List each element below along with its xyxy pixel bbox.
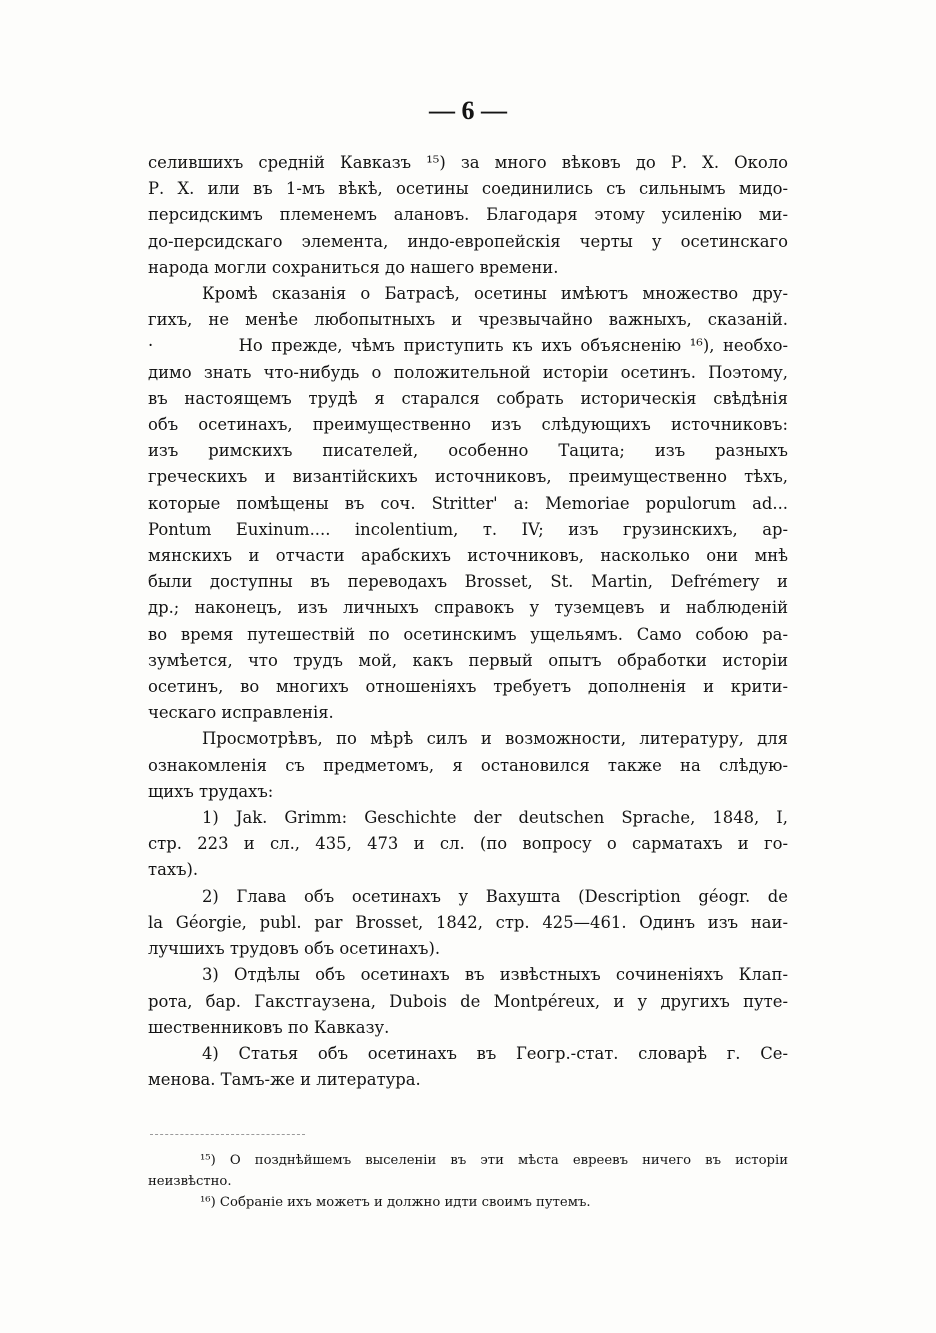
footnote-line: ¹⁵) О позднѣйшемъ выселеніи въ эти мѣста евреевъ ничего въ исторіи [200,1153,788,1168]
footnote-line: ¹⁶) Собраніе ихъ можетъ и должно идти своимъ путемъ. [200,1195,591,1210]
text-line: 2) Глава объ осетинахъ у Вахушта (Description géogr. de [202,886,788,906]
text-line: до-персидскаго элемента, индо-европейскія черты у осетинскаго [148,231,788,251]
footnote [148,1192,788,1213]
text-line: греческихъ и византійскихъ источниковъ, преимущественно тѣхъ, [148,467,788,487]
list-item [148,805,788,884]
text-line: которые помѣщены въ соч. Stritter' а: Memoriae populorum ad... [148,493,788,513]
text-line: персидскимъ племенемъ алановъ. Благодаря этому усиленію ми- [148,205,788,225]
text-line: Просмотрѣвъ, по мѣрѣ силъ и возможности, литературу, для [202,729,788,749]
footnote [148,1150,788,1192]
paragraph [148,150,788,281]
text-line: во время путешествій по осетинскимъ ущельямъ. Само собою ра- [148,624,788,644]
text-line: въ настоящемъ трудѣ я старался собрать историческія свѣдѣнія [148,388,788,408]
text-line: ознакомленія съ предметомъ, я остановился также на слѣдую- [148,755,788,775]
paragraph [148,281,788,333]
text-line: объ осетинахъ, преимущественно изъ слѣдующихъ источниковъ: [148,415,788,435]
paragraph [148,333,788,726]
text-line: ческаго исправленія. [148,703,334,723]
text-line: 3) Отдѣлы объ осетинахъ въ извѣстныхъ сочиненіяхъ Клап- [202,965,788,985]
text-line: тахъ). [148,860,199,880]
footnote-line: неизвѣстно. [148,1174,232,1189]
text-line: димо знать что-нибудь о положительной исторіи осетинъ. Поэтому, [148,362,788,382]
list-item [148,1041,788,1093]
text-line: рота, бар. Гакстгаузена, Dubois de Montpéreux, и у другихъ путе- [148,991,788,1011]
body-text [148,150,788,1093]
text-line: · Но прежде, чѣмъ приступить къ ихъ объясненію ¹⁶), необхо- [148,336,788,356]
text-line: селившихъ средній Кавказъ ¹⁵) за много вѣковъ до Р. Х. Около [148,153,788,172]
text-line: Кромѣ сказанія о Батрасѣ, осетины имѣютъ множество дру- [202,284,788,304]
list-item [148,962,788,1041]
text-line: гихъ, не менѣе любопытныхъ и чрезвычайно важныхъ, сказаній. [148,310,788,330]
text-line: la Géorgie, publ. par Brosset, 1842, стр. 425—461. Одинъ изъ наи- [148,912,788,932]
text-line: осетинъ, во многихъ отношеніяхъ требуетъ дополненія и крити- [148,677,788,697]
text-line: щихъ трудахъ: [148,781,274,801]
footnote-separator [150,1134,305,1135]
paragraph [148,726,788,805]
text-line: были доступны въ переводахъ Brosset, St. Martin, Defrémery и [148,572,788,592]
text-line: 1) Jak. Grimm: Geschichte der deutschen Sprache, 1848, I, [202,808,788,828]
footnotes [148,1150,788,1213]
text-line: 4) Статья объ осетинахъ въ Геогр.-стат. словарѣ г. Се- [202,1043,788,1063]
text-line: Р. Х. или въ 1-мъ вѣкѣ, осетины соединились съ сильнымъ мидо- [148,179,788,199]
text-line: шественниковъ по Кавказу. [148,1017,390,1037]
text-line: стр. 223 и сл., 435, 473 и сл. (по вопросу о сарматахъ и го- [148,834,788,854]
text-line: лучшихъ трудовъ объ осетинахъ). [148,939,441,959]
text-line: изъ римскихъ писателей, особенно Тацита; изъ разныхъ [148,441,788,461]
text-line: Pontum Euxinum.... incolentium, т. IV; изъ грузинскихъ, ар- [148,519,788,539]
text-line: менова. Тамъ-же и литература. [148,1070,421,1090]
text-line: народа могли сохраниться до нашего времени. [148,257,559,277]
text-line: мянскихъ и отчасти арабскихъ источниковъ, насколько они мнѣ [148,546,788,566]
list-item [148,884,788,963]
text-line: зумѣется, что трудъ мой, какъ первый опытъ обработки исторіи [148,650,788,670]
text-line: др.; наконецъ, изъ личныхъ справокъ у туземцевъ и наблюденій [148,598,788,618]
page-number: — 6 — [429,96,507,125]
